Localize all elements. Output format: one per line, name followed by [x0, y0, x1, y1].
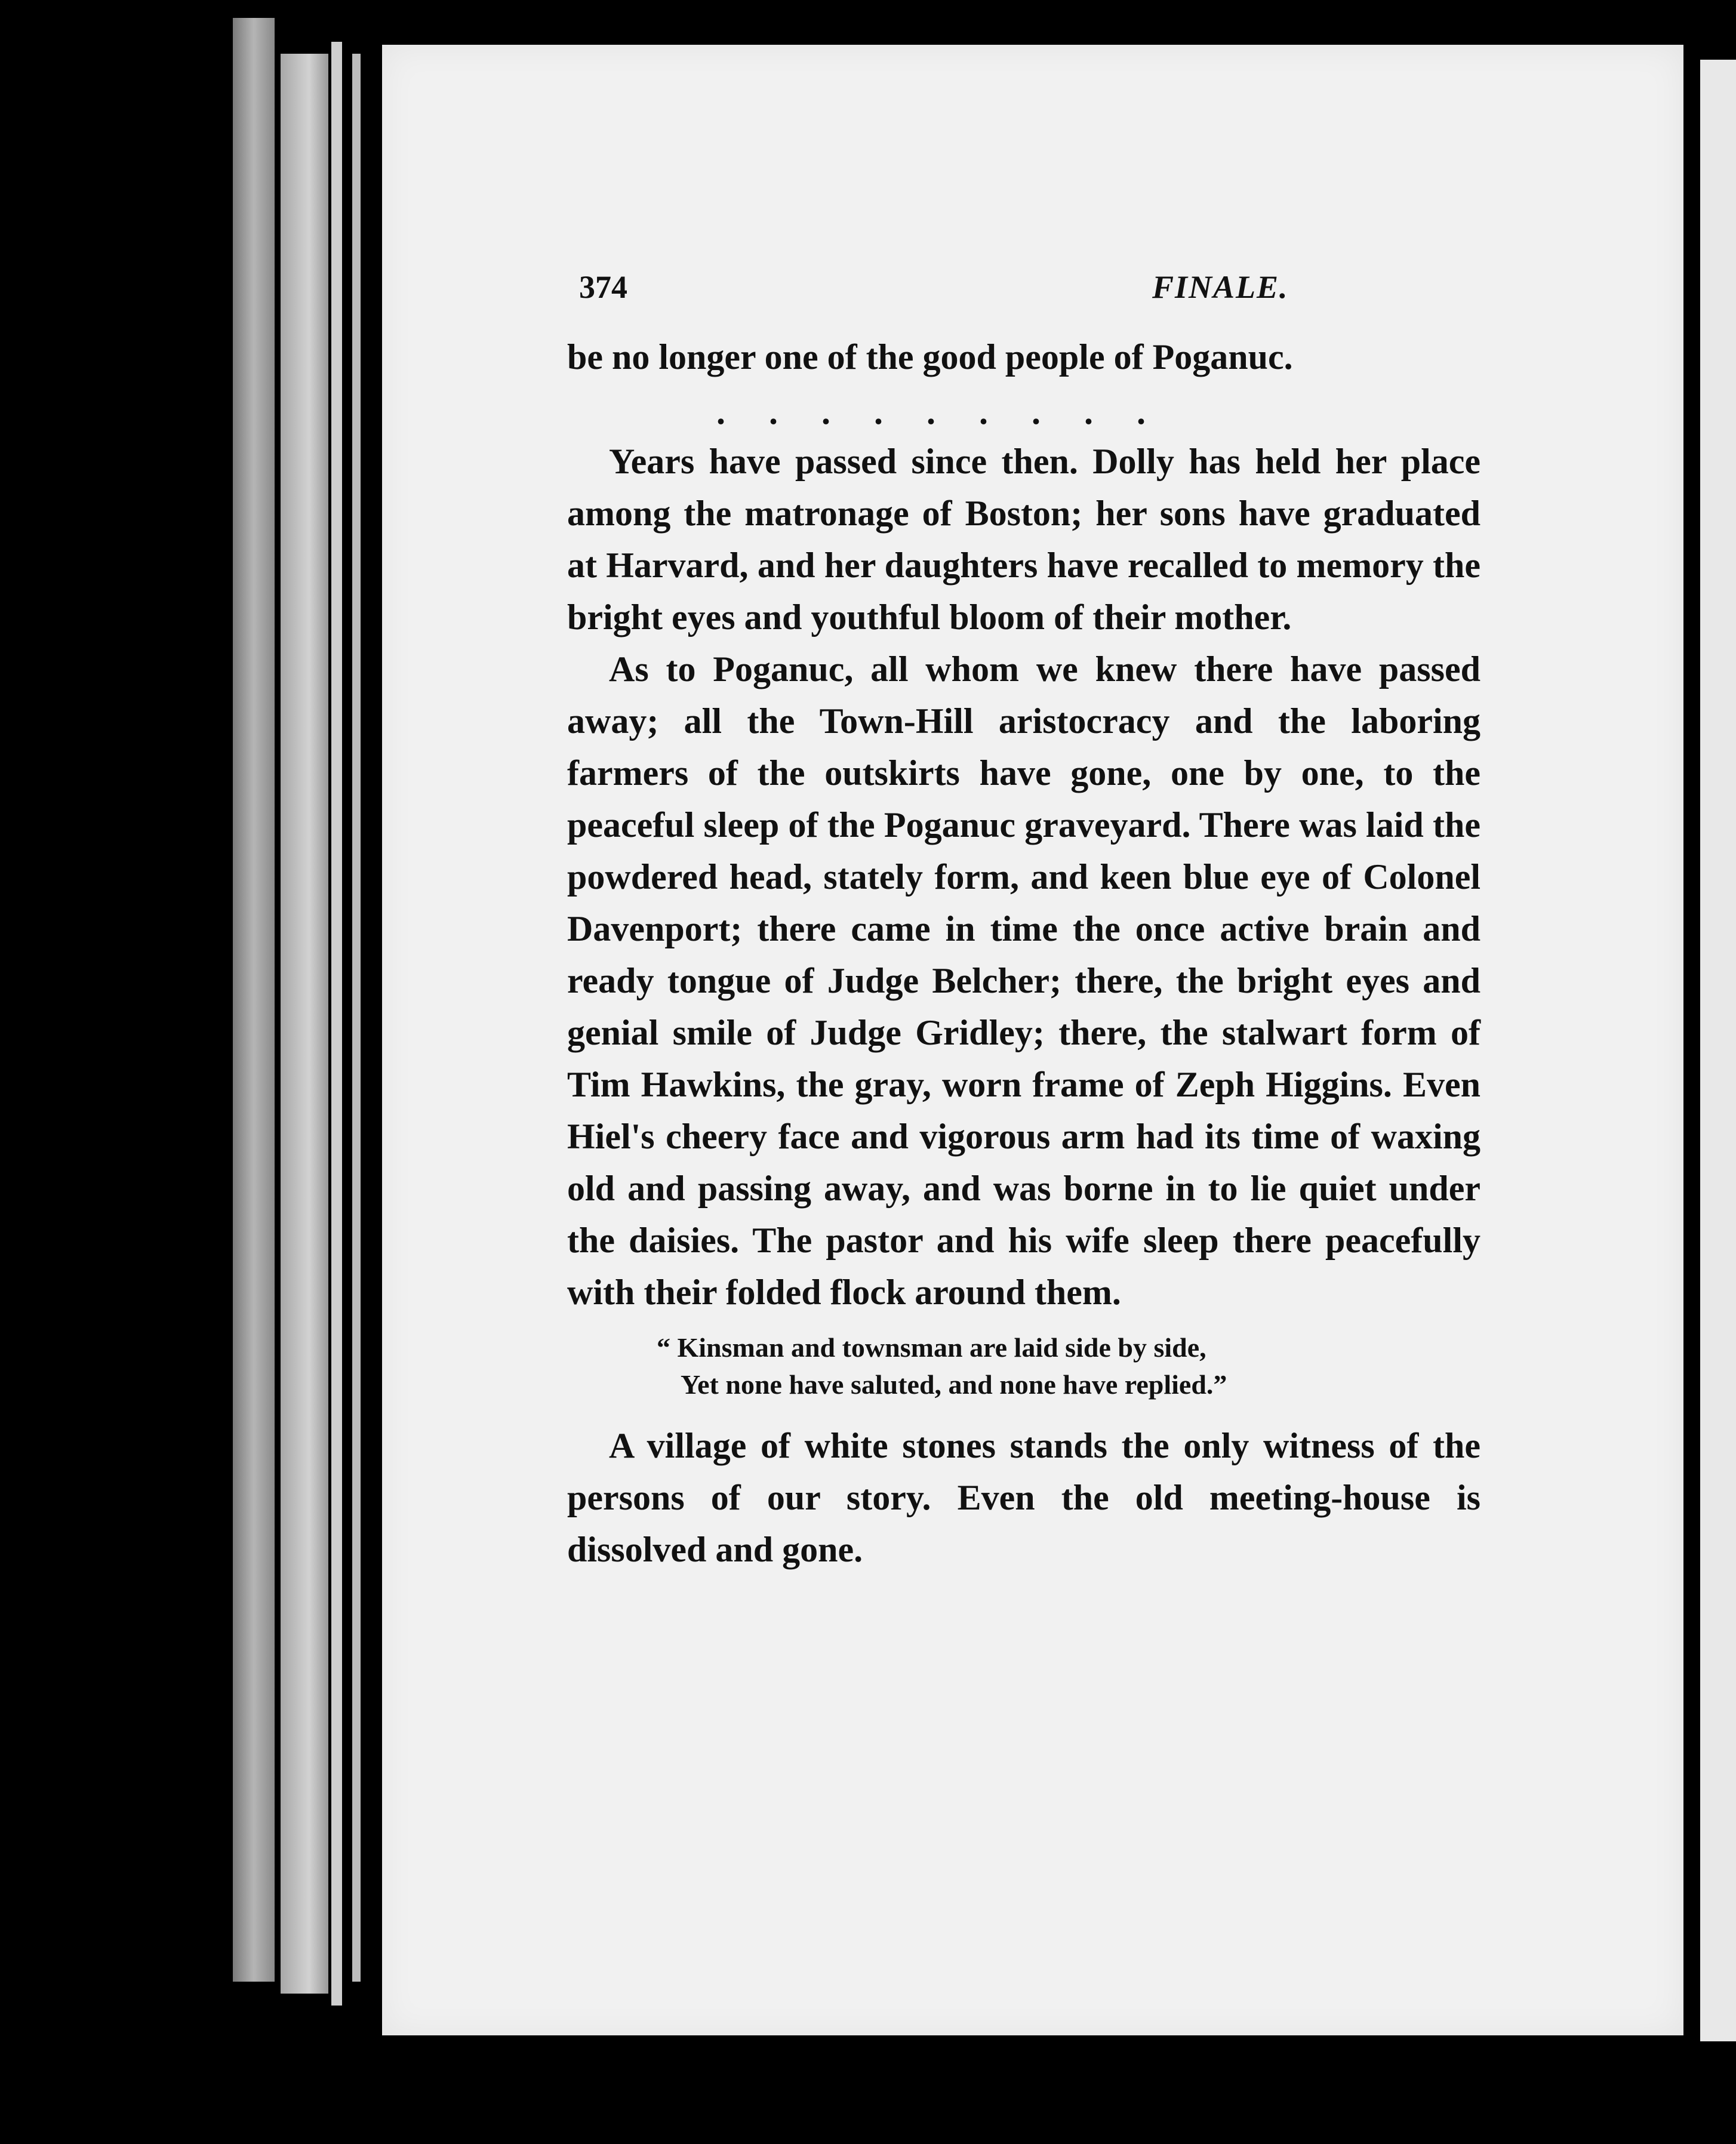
page-header: [579, 269, 1570, 316]
book-edge: [352, 54, 361, 1982]
book-edge: [233, 18, 275, 1982]
book-edge: [331, 42, 342, 2006]
paragraph: be no longer one of the good people of Poganuc.: [567, 337, 1293, 377]
book-edge: [281, 54, 328, 1994]
verse-quotation: [657, 1329, 1480, 1403]
running-head: FINALE.: [1152, 269, 1289, 305]
page-body: [567, 331, 1480, 1576]
adjacent-page-edge: [1700, 60, 1736, 2041]
section-break: . . . . . . . . .: [716, 392, 1146, 432]
paragraph: A village of white stones stands the only witness of the persons of our story. Even the old meeting-house is dissolved and gone.: [567, 1426, 1480, 1569]
quote-line: Yet none have saluted, and none have replied.”: [681, 1369, 1227, 1400]
page: [382, 45, 1683, 2035]
page-number: 374: [579, 269, 627, 305]
paragraph: Years have passed since then. Dolly has held her place among the matronage of Boston; her sons have graduated at Harvard, and her daughters have recalled to memory the bright eyes and youthful bloom of their mother.: [567, 442, 1480, 637]
paragraph: As to Poganuc, all whom we knew there have passed away; all the Town-Hill aristocracy and the laboring farmers of the outskirts have gone, one by one, to the peaceful sleep of the Poganuc graveyard. There was laid the powdered head, stately form, and keen blue eye of Colonel Davenport; there came in time the once active brain and ready tongue of Judge Belcher; there, the bright eyes and genial smile of Judge Gridley; there, the stalwart form of Tim Hawkins, the gray, worn frame of Zeph Higgins. Even Hiel's cheery face and vigorous arm had its time of waxing old and passing away, and was borne in to lie quiet under the daisies. The pastor and his wife sleep there peacefully with their folded flock around them.: [567, 649, 1480, 1312]
quote-line: “ Kinsman and townsman are laid side by side,: [657, 1332, 1206, 1363]
